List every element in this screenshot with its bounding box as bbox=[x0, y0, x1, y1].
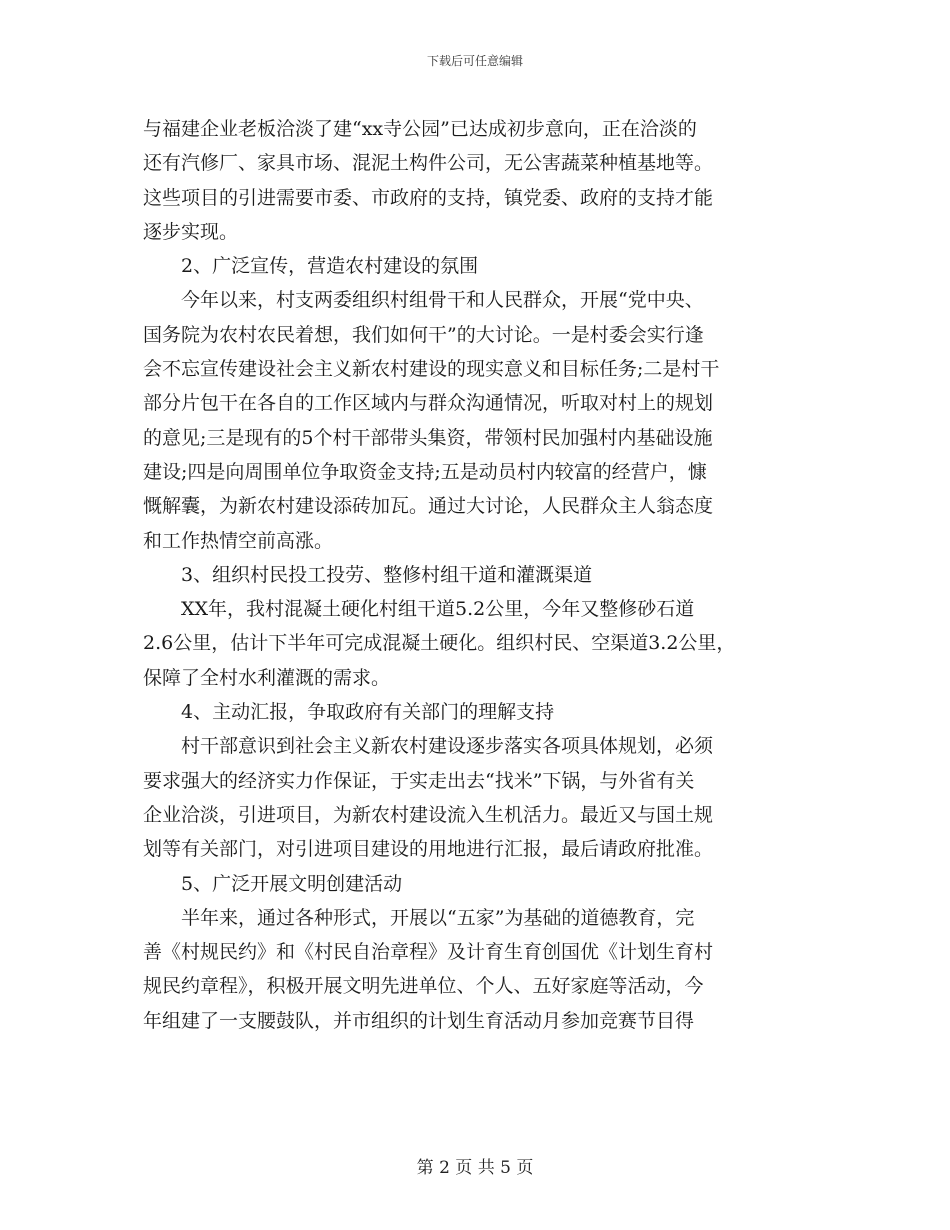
document-body bbox=[143, 112, 823, 1038]
text-line: 半年来，通过各种形式，开展以“五家”为基础的道德教育，完 bbox=[181, 906, 695, 929]
text-line: 建设;四是向周围单位争取资金支持;五是动员村内较富的经营户，慷 bbox=[143, 460, 707, 483]
text-line: 4、主动汇报，争取政府有关部门的理解支持 bbox=[181, 701, 555, 724]
page-header: 下载后可任意编辑 bbox=[426, 54, 523, 68]
text-line: 会不忘宣传建设社会主义新农村建设的现实意义和目标任务;二是村干 bbox=[143, 358, 720, 381]
text-line: 今年以来，村支两委组织村组骨干和人民群众，开展“党中央、 bbox=[181, 289, 704, 312]
text-line: 3、组织村民投工投劳、整修村组干道和灌溉渠道 bbox=[181, 563, 593, 586]
text-line: 逐步实现。 bbox=[143, 220, 239, 243]
text-line: 的意见;三是现有的5个村干部带头集资，带领村民加强村内基础设施 bbox=[143, 426, 713, 449]
text-line: 部分片包干在各自的工作区域内与群众沟通情况，听取对村上的规划 bbox=[143, 392, 714, 415]
text-line: 要求强大的经济实力作保证，于实走出去“找米”下锅，与外省有关 bbox=[143, 769, 695, 792]
text-line: 2、广泛宣传，营造农村建设的氛围 bbox=[181, 255, 479, 278]
text-line: 村干部意识到社会主义新农村建设逐步落实各项具体规划，必须 bbox=[181, 735, 714, 758]
text-line: 保障了全村水利灌溉的需求。 bbox=[143, 666, 391, 689]
text-line: 这些项目的引进需要市委、市政府的支持，镇党委、政府的支持才能 bbox=[143, 186, 714, 209]
text-line: 规民约章程》，积极开展文明先进单位、个人、五好家庭等活动，今 bbox=[143, 975, 704, 998]
text-line: 慨解囊，为新农村建设添砖加瓦。通过大讨论，人民群众主人翁态度 bbox=[143, 495, 714, 518]
text-line: 年组建了一支腰鼓队，并市组织的计划生育活动月参加竞赛节目得 bbox=[143, 1009, 695, 1032]
text-line: 2.6公里，估计下半年可完成混凝土硬化。组织村民、空渠道3.2公里， bbox=[143, 632, 736, 655]
text-line: 与福建企业老板洽淡了建“xx寺公园”已达成初步意向，正在洽淡的 bbox=[143, 118, 697, 140]
text-line: 善《村规民约》和《村民自治章程》及计育生育创国优《计划生育村 bbox=[143, 941, 714, 964]
text-line: 划等有关部门，对引进项目建设的用地进行汇报，最后请政府批准。 bbox=[143, 838, 714, 861]
page-footer: 第 2 页 共 5 页 bbox=[416, 1158, 534, 1178]
text-line: 企业洽淡，引进项目，为新农村建设流入生机活力。最近又与国土规 bbox=[143, 803, 714, 826]
text-line: 还有汽修厂、家具市场、混泥土构件公司，无公害蔬菜种植基地等。 bbox=[143, 152, 714, 175]
text-line: 5、广泛开展文明创建活动 bbox=[181, 872, 403, 895]
text-line: XX年，我村混凝土硬化村组干道5.2公里，今年又整修砂石道 bbox=[181, 598, 695, 621]
text-line: 国务院为农村农民着想，我们如何干”的大讨论。一是村委会实行逢 bbox=[143, 323, 704, 346]
text-line: 和工作热情空前高涨。 bbox=[143, 529, 334, 552]
